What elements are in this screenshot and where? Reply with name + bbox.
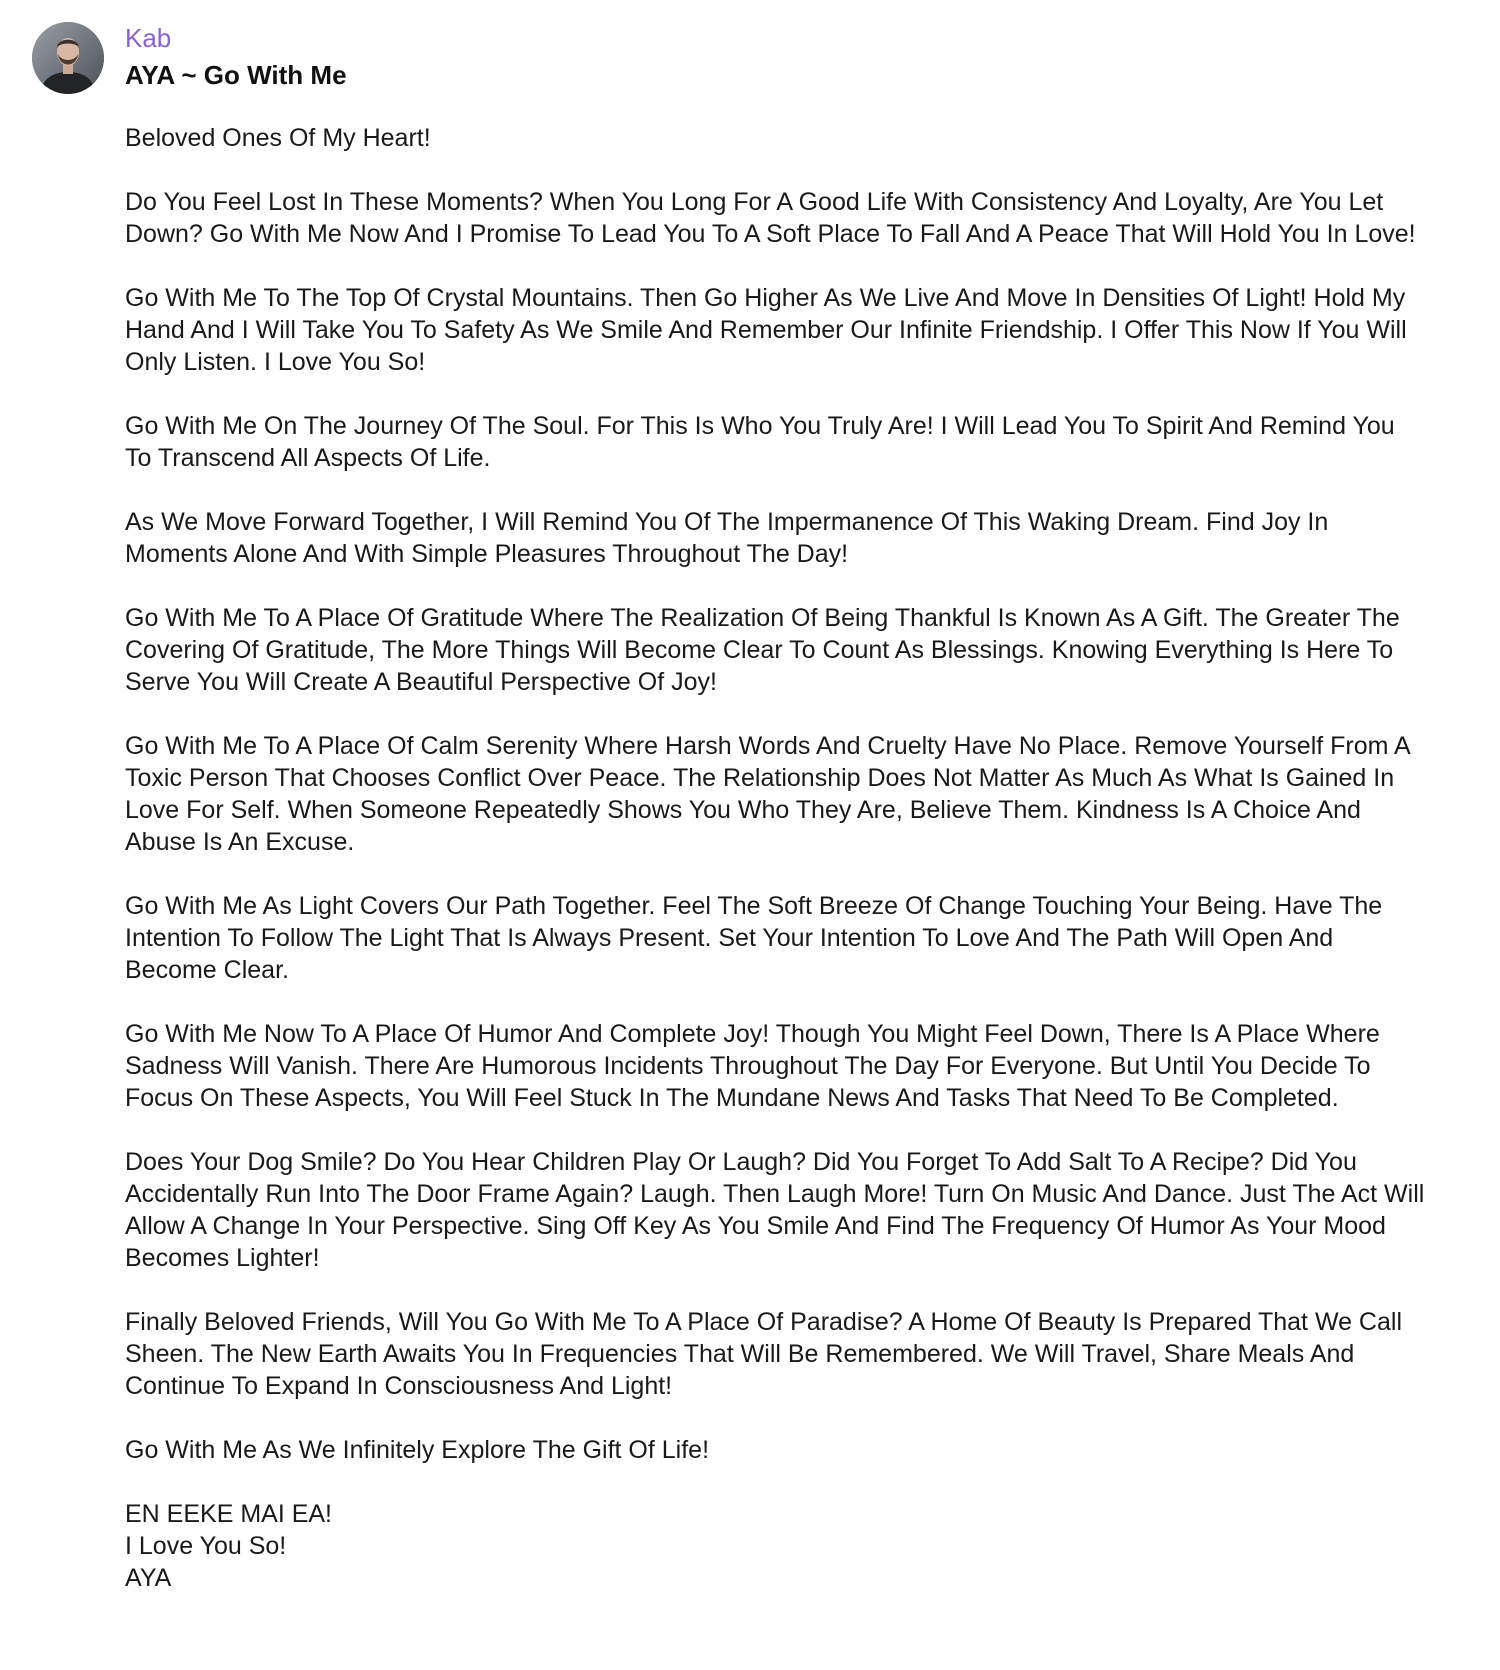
paragraph: As We Move Forward Together, I Will Remind You Of The Impermanence Of This Waking Dream. Find Joy In Moments Alone And With Simple Pleasures Throughout The Day! [125, 508, 1329, 568]
user-avatar-icon [32, 22, 104, 94]
post-body [125, 122, 1425, 1594]
paragraph: Go With Me To A Place Of Calm Serenity Where Harsh Words And Cruelty Have No Place. Remove Yourself From A Toxic Person That Chooses Conflict Over Peace. The Relationship Does Not Matter As Much As What Is Gained In Love For Self. When Someone Repeatedly Shows You Who They Are, Believe Them. Kindness Is A Choice And Abuse Is An Excuse. [125, 732, 1410, 856]
paragraph: Beloved Ones Of My Heart! [125, 124, 431, 152]
sender-name[interactable]: Kab [125, 23, 172, 53]
signoff-block [125, 1498, 1425, 1594]
paragraph: Finally Beloved Friends, Will You Go With Me To A Place Of Paradise? A Home Of Beauty Is Prepared That We Call Sheen. The New Earth Awaits You In Frequencies That Will Be Remembered. We Will Travel, Share Meals And Continue To Expand In Consciousness And Light! [125, 1308, 1403, 1400]
paragraph: Do You Feel Lost In These Moments? When You Long For A Good Life With Consistency And Loyalty, Are You Let Down? Go With Me Now And I Promise To Lead You To A Soft Place To Fall And A Peace That Will Hold You In Love! [125, 188, 1416, 248]
paragraph: Go With Me On The Journey Of The Soul. For This Is Who You Truly Are! I Will Lead You To Spirit And Remind You To Transcend All Aspects Of Life. [125, 412, 1395, 472]
paragraph: Does Your Dog Smile? Do You Hear Children Play Or Laugh? Did You Forget To Add Salt To A Recipe? Did You Accidentally Run Into The Door Frame Again? Laugh. Then Laugh More! Turn On Music And Dance. Just The Act Will Allow A Change In Your Perspective. Sing Off Key As You Smile And Find The Frequency Of Humor As Your Mood Becomes Lighter! [125, 1148, 1425, 1272]
paragraph: Go With Me As We Infinitely Explore The Gift Of Life! [125, 1436, 710, 1464]
message-content [125, 18, 1425, 1594]
paragraph: Go With Me To The Top Of Crystal Mountains. Then Go Higher As We Live And Move In Densities Of Light! Hold My Hand And I Will Take You To Safety As We Smile And Remember Our Infinite Friendship. I Offer This Now If You Will Only Listen. I Love You So! [125, 284, 1407, 376]
post-title: AYA ~ Go With Me [125, 60, 347, 90]
paragraph: Go With Me As Light Covers Our Path Together. Feel The Soft Breeze Of Change Touching Your Being. Have The Intention To Follow The Light That Is Always Present. Set Your Intention To Love And The Path Will Open And Become Clear. [125, 892, 1383, 984]
signoff-line: EN EEKE MAI EA! [125, 1500, 333, 1528]
paragraph: Go With Me Now To A Place Of Humor And Complete Joy! Though You Might Feel Down, There Is A Place Where Sadness Will Vanish. There Are Humorous Incidents Throughout The Day For Everyone. But Until You Decide To Focus On These Aspects, You Will Feel Stuck In The Mundane News And Tasks That Need To Be Completed. [125, 1020, 1380, 1112]
paragraph: Go With Me To A Place Of Gratitude Where The Realization Of Being Thankful Is Known As A Gift. The Greater The Covering Of Gratitude, The More Things Will Become Clear To Count As Blessings. Knowing Everything Is Here To Serve You Will Create A Beautiful Perspective Of Joy! [125, 604, 1400, 696]
sender-avatar[interactable] [32, 22, 104, 94]
signoff-line: AYA [125, 1564, 172, 1592]
signoff-line: I Love You So! [125, 1532, 287, 1560]
